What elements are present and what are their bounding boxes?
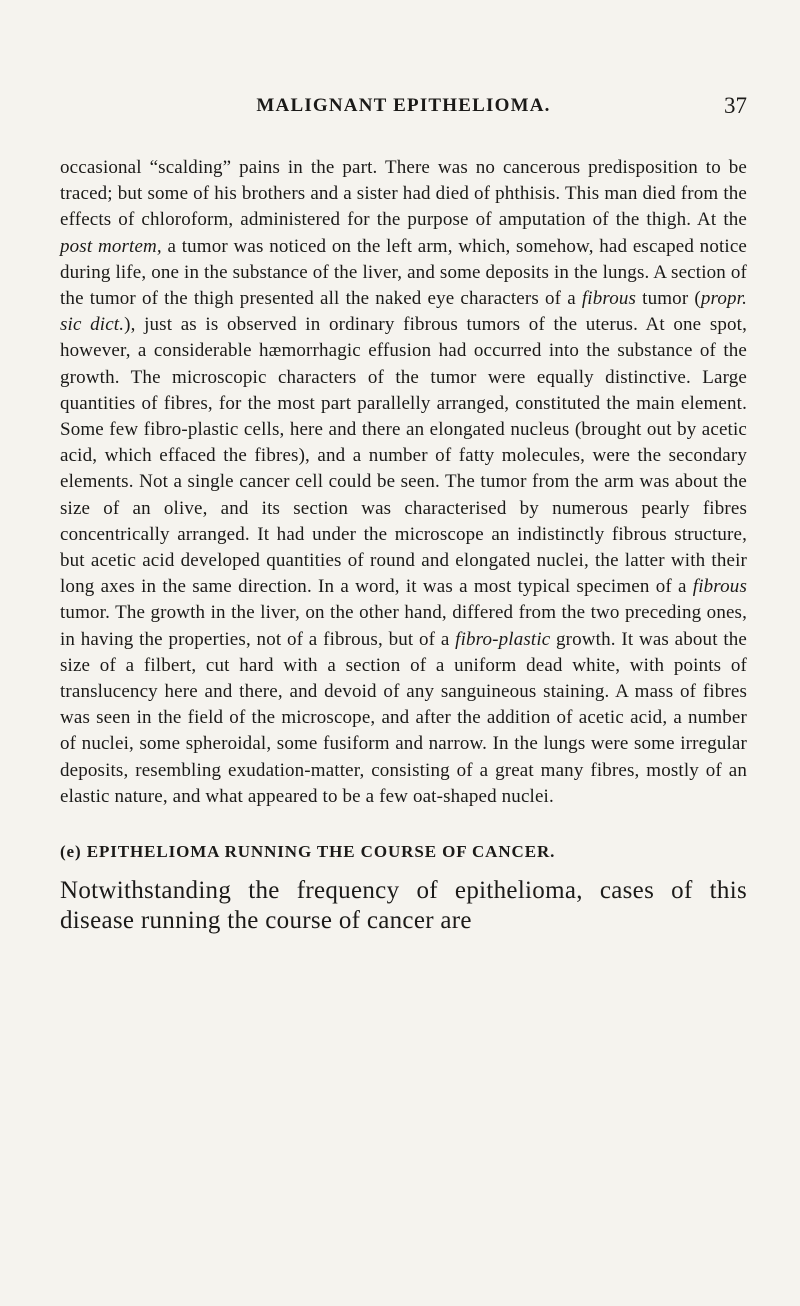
italic-run: fibrous [692, 576, 747, 598]
text-run: growth. It was about the size of a filbert, cut hard with a section of a uniform dead white, with points of translucency here and there, and devoid of any sanguineous staining. A mass of fibres was seen in the field of the microscope, and after the addition of acetic acid, a number of nuclei, some spheroidal, some fusiform and narrow. In the lungs were some irregular deposits, resembling exudation-matter, consisting of a great many fibres, mostly of an elastic nature, and what appeared to be a few oat-shaped nuclei. [60, 628, 748, 807]
italic-run: post mortem, [60, 235, 162, 257]
italic-run: fibro-plastic [455, 628, 551, 650]
text-run: tumor ( [636, 288, 701, 310]
book-page [60, 95, 747, 961]
running-header [60, 95, 747, 129]
text-run: ), just as is observed in ordinary fibrous tumors of the uterus. At one spot, however, a considerable hæmorrhagic effusion had occurred into the substance of the growth. The microscopic characters of the tumor were equally distinctive. Large quantities of fibres, for the most part parallelly arranged, constituted the main element. Some few fibro-plastic cells, here and there an elongated nucleus (brought out by acetic acid, which effaced the fibres), and a number of fatty molecules, were the secondary elements. Not a single cancer cell could be seen. The tumor from the arm was about the size of an olive, and its section was characterised by numerous pearly fibres concentrically arranged. It had under the microscope an indistinctly fibrous structure, but acetic acid developed quantities of round and elongated nuclei, the latter with their long axes in the same direction. In a word, it was a most typical specimen of a [60, 314, 747, 598]
page-number: 37 [724, 93, 747, 118]
text-run: a tumor was noticed on the left arm, which, somehow, had escaped notice during life, one in the substance of the liver, and some deposits in the lungs. A section of the tumor of the thigh presented all the naked eye characters of a [60, 235, 747, 310]
running-title: MALIGNANT EPITHELIOMA. [256, 95, 551, 116]
italic-run: propr. sic dict. [60, 288, 747, 336]
body-paragraph [60, 155, 747, 810]
section-heading: (e) EPITHELIOMA RUNNING THE COURSE OF CANCER. [60, 842, 556, 862]
italic-run: fibrous [581, 288, 637, 310]
text-run: tumor. The growth in the liver, on the other hand, differed from the two preceding ones, in having the properties, not of a fibrous, but of a [60, 602, 747, 650]
section-lead-paragraph: Notwithstanding the frequency of epithelioma, cases of this disease running the course of cancer are [60, 877, 747, 935]
text-run: occasional “scalding” pains in the part. There was no cancerous predisposition to be traced; but some of his brothers and a sister had died of phthisis. This man died from the effects of chloroform, administered for the purpose of amputation of the thigh. At the [60, 157, 747, 231]
